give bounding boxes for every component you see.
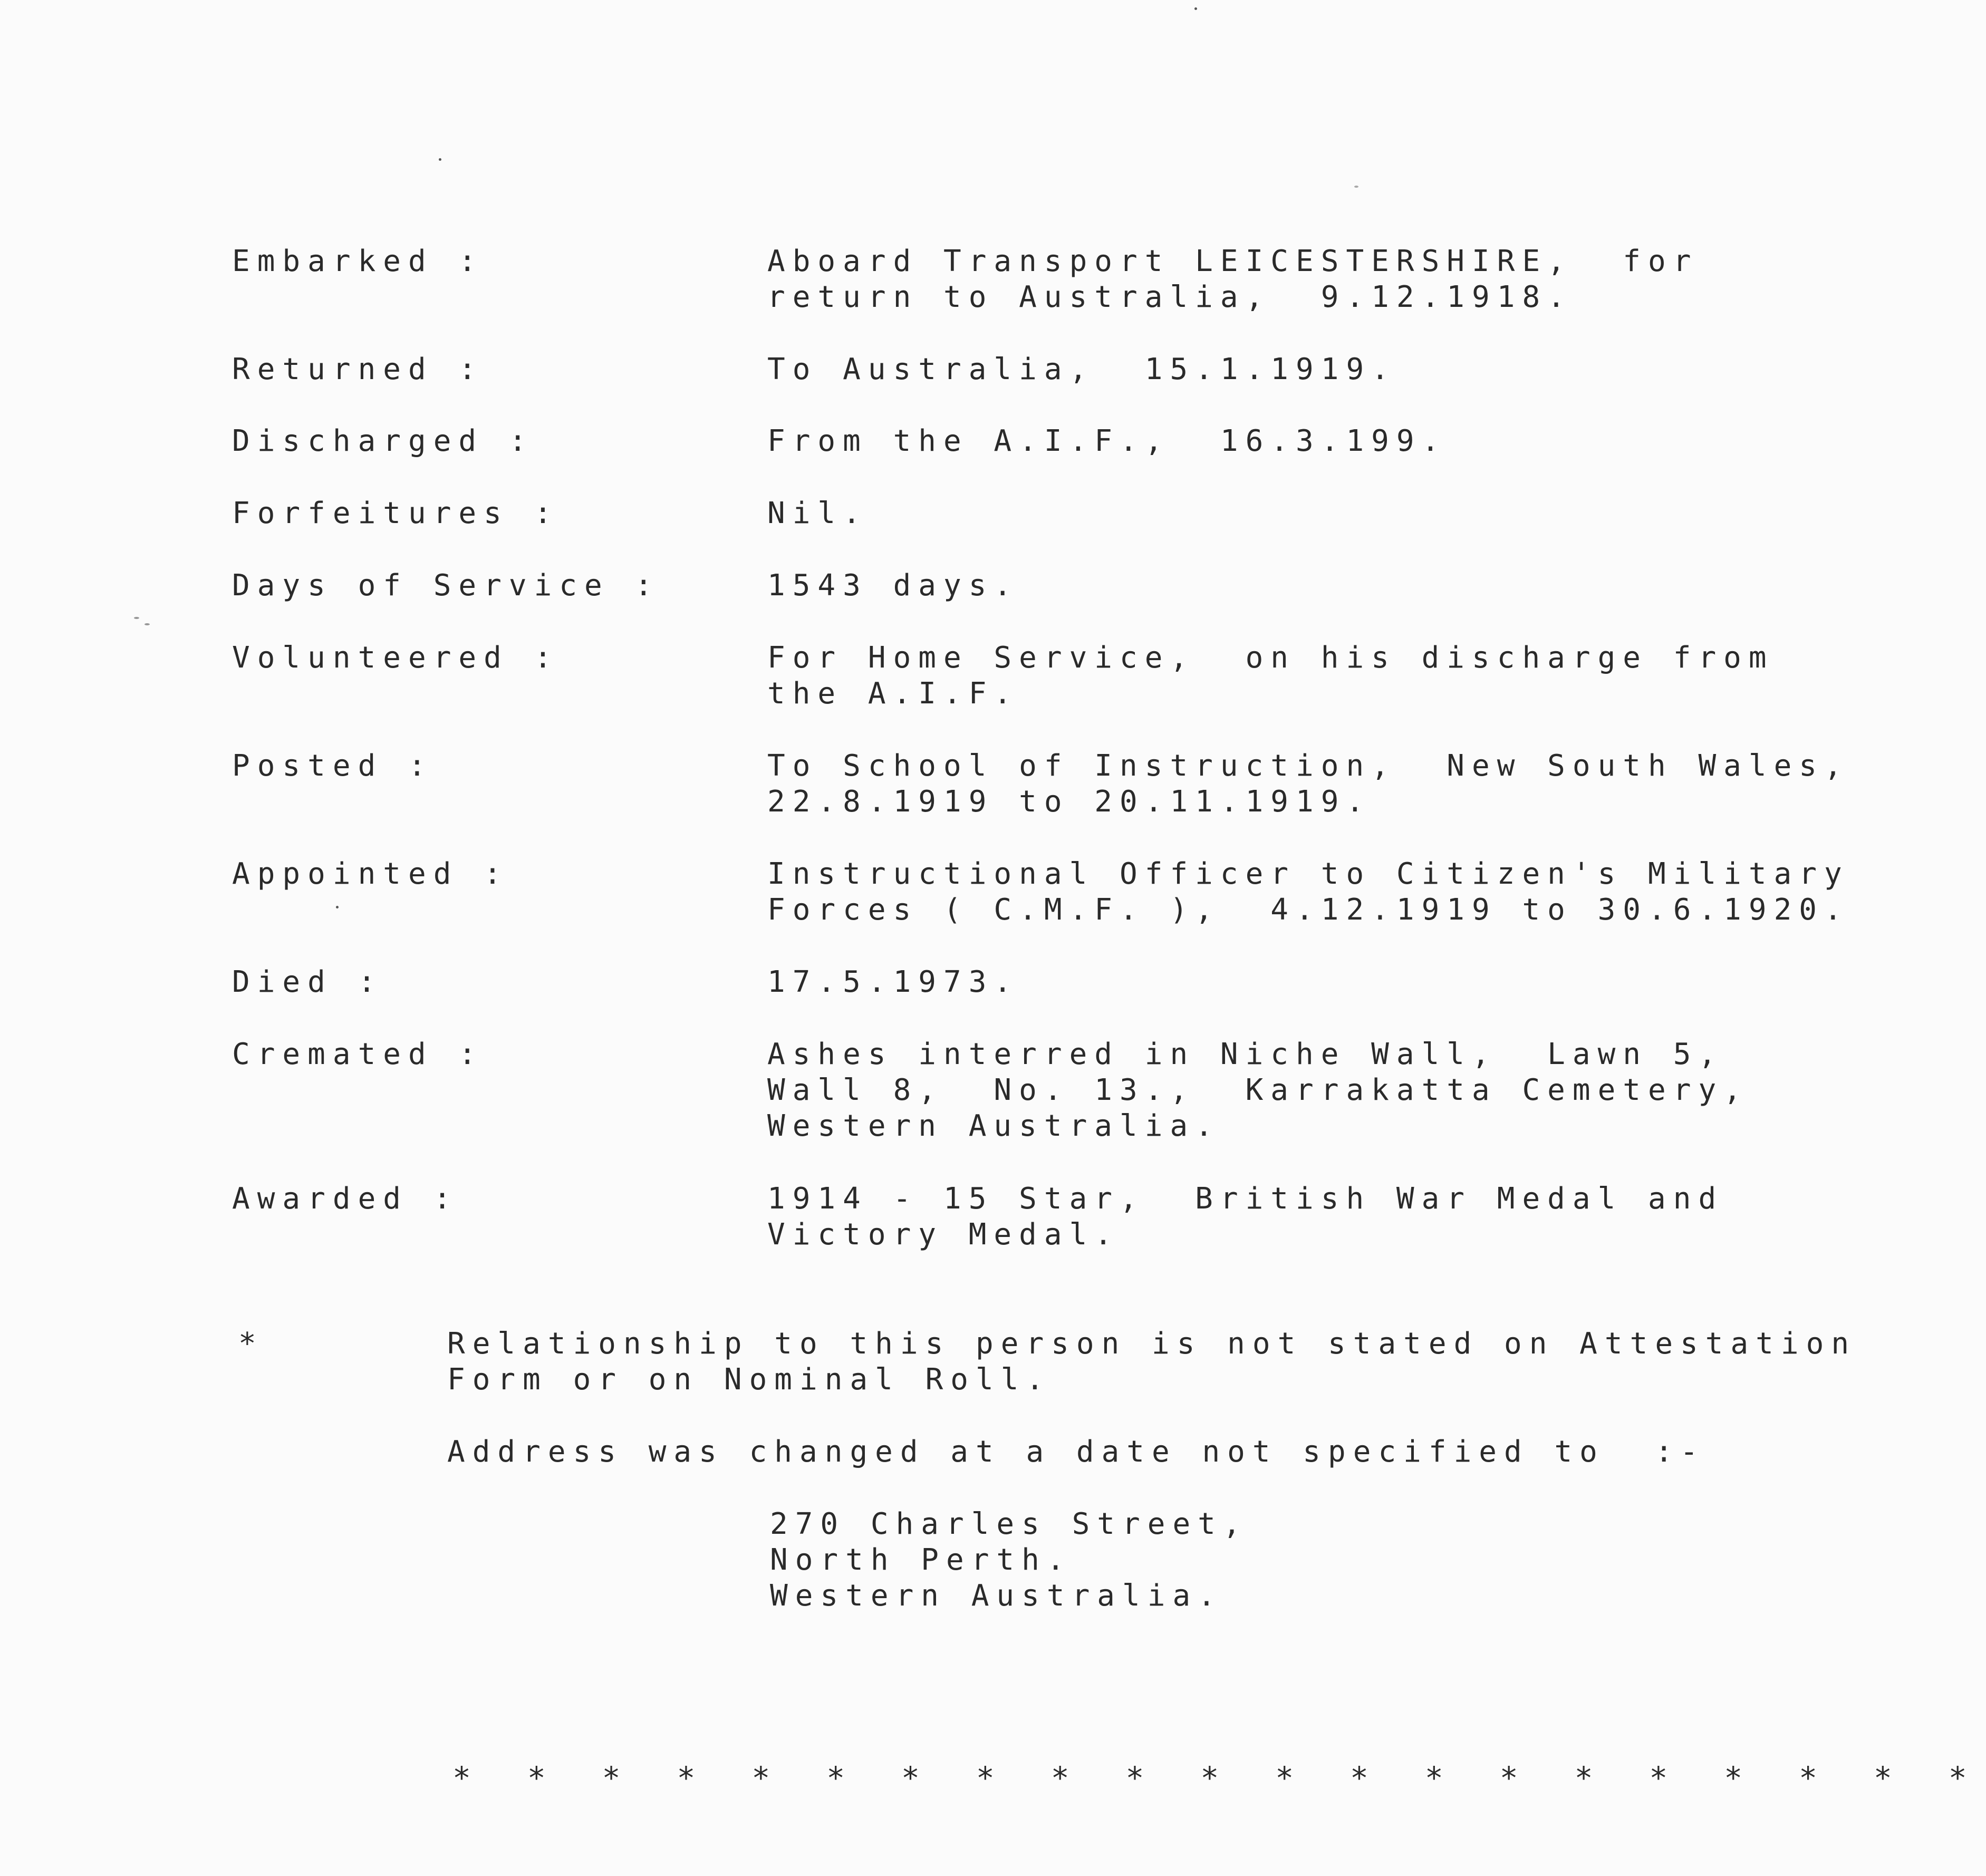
address-change-note: Address was changed at a date not specified to :- (447, 1435, 1705, 1469)
entry-value-embarked-line1: Aboard Transport LEICESTERSHIRE, for (767, 244, 1699, 278)
entry-value-appointed-line2: Forces ( C.M.F. ), 4.12.1919 to 30.6.1920. (767, 893, 1849, 927)
entry-value-days-of-service: 1543 days. (767, 568, 1019, 603)
entry-label-days-of-service: Days of Service : (232, 568, 660, 603)
address-line-street: 270 Charles Street, (770, 1507, 1248, 1541)
address-line-state: Western Australia. (770, 1579, 1223, 1613)
entry-value-forfeitures: Nil. (767, 496, 868, 530)
scan-speck (134, 617, 139, 619)
entry-label-volunteered: Volunteered : (232, 641, 560, 675)
entry-label-returned: Returned : (232, 352, 484, 386)
scan-speck (1194, 7, 1197, 10)
entry-value-volunteered-line1: For Home Service, on his discharge from (767, 641, 1774, 675)
entry-value-awarded-line2: Victory Medal. (767, 1217, 1120, 1252)
entry-value-returned: To Australia, 15.1.1919. (767, 352, 1396, 386)
entry-value-posted-line1: To School of Instruction, New South Wales, (767, 749, 1849, 783)
entry-value-embarked-line2: return to Australia, 9.12.1918. (767, 280, 1573, 314)
footnote-asterisk: * (238, 1327, 264, 1361)
entry-value-died: 17.5.1973. (767, 965, 1019, 999)
scan-speck (439, 158, 441, 161)
entry-value-cremated-line3: Western Australia. (767, 1109, 1220, 1143)
entry-value-awarded-line1: 1914 - 15 Star, British War Medal and (767, 1182, 1724, 1216)
address-line-suburb: North Perth. (770, 1543, 1072, 1577)
entry-label-embarked: Embarked : (232, 244, 484, 278)
entry-label-forfeitures: Forfeitures : (232, 496, 560, 530)
scan-speck (144, 623, 150, 625)
entry-label-posted: Posted : (232, 749, 433, 783)
entry-label-discharged: Discharged : (232, 424, 534, 458)
footer-asterisk-divider: * * * * * * * * * * * * * * * * * * * * * (452, 1760, 1986, 1796)
footnote-text-line2: Form or on Nominal Roll. (447, 1362, 1052, 1397)
entry-value-volunteered-line2: the A.I.F. (767, 676, 1019, 711)
entry-value-cremated-line2: Wall 8, No. 13., Karrakatta Cemetery, (767, 1073, 1749, 1107)
entry-label-awarded: Awarded : (232, 1182, 459, 1216)
footnote-text-line1: Relationship to this person is not stated on Attestation (447, 1327, 1857, 1361)
scan-speck (1354, 186, 1358, 188)
entry-label-appointed: Appointed : (232, 857, 509, 891)
entry-value-posted-line2: 22.8.1919 to 20.11.1919. (767, 785, 1372, 819)
entry-label-cremated: Cremated : (232, 1037, 484, 1071)
entry-value-discharged: From the A.I.F., 16.3.199. (767, 424, 1447, 458)
scan-speck (336, 906, 339, 908)
entry-label-died: Died : (232, 965, 383, 999)
entry-value-appointed-line1: Instructional Officer to Citizen's Military (767, 857, 1849, 891)
entry-value-cremated-line1: Ashes interred in Niche Wall, Lawn 5, (767, 1037, 1724, 1071)
